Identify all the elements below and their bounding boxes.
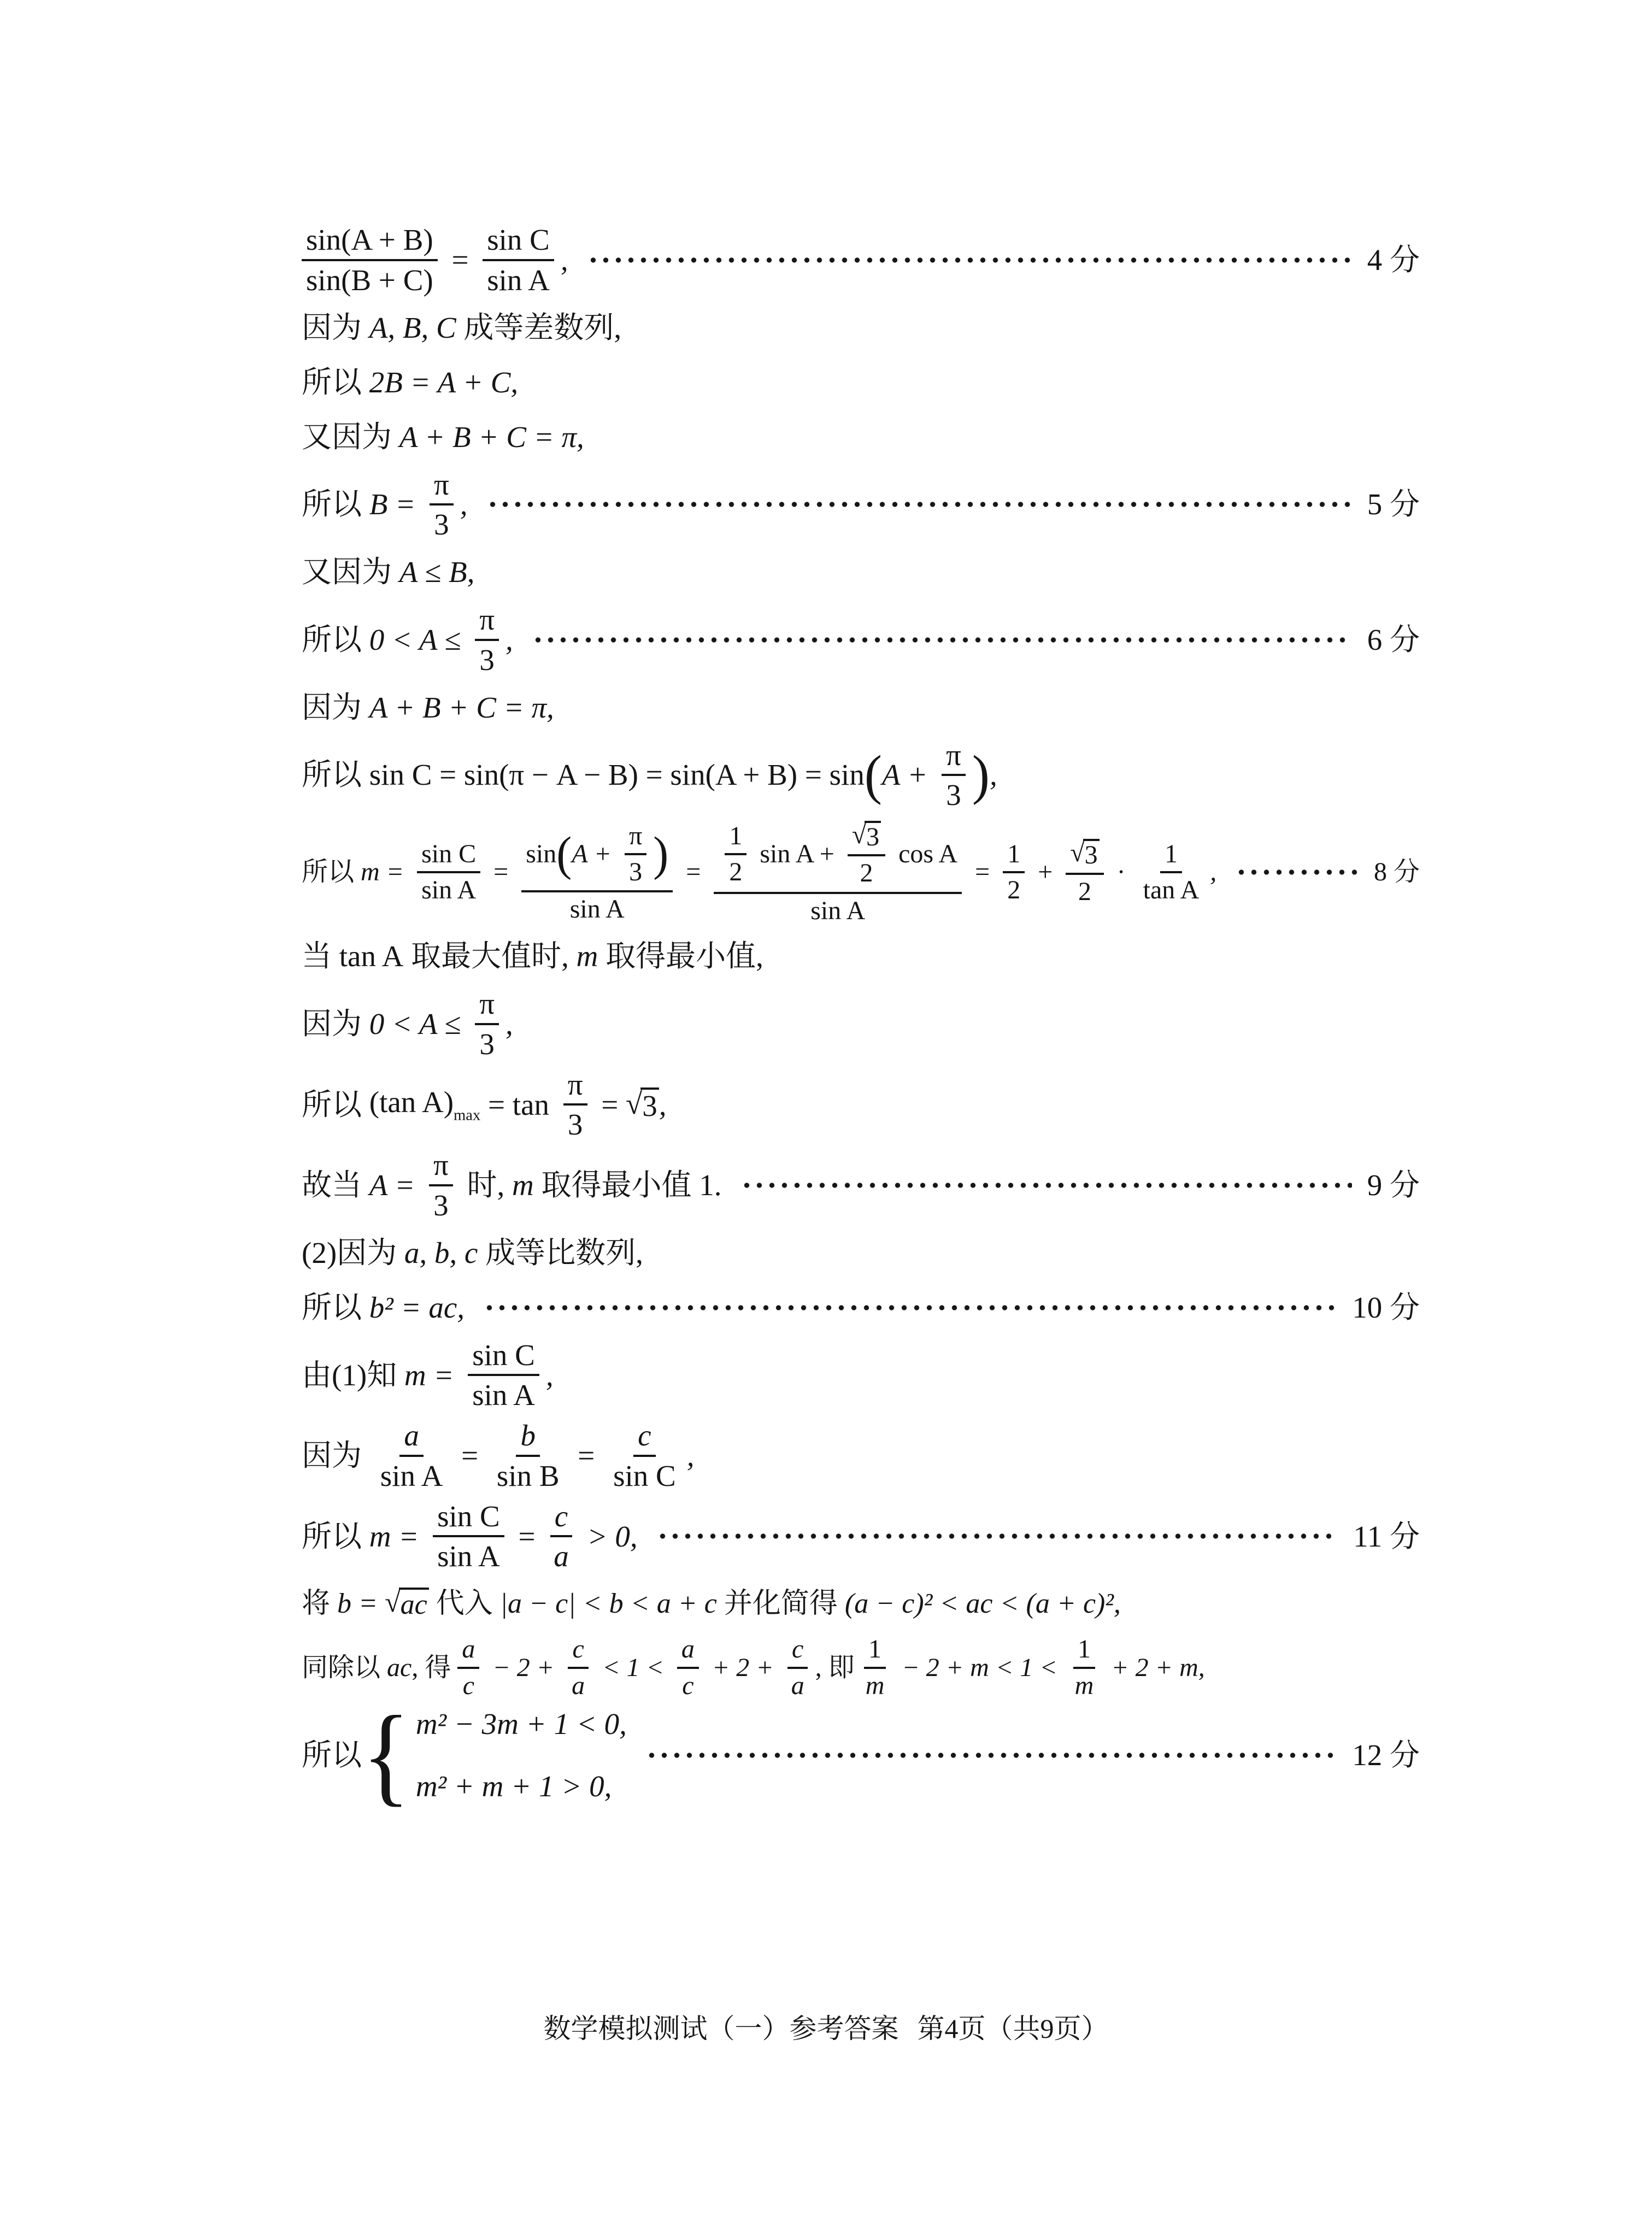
- solution-line-8: [302, 684, 1420, 732]
- fraction-numerator: c: [550, 1500, 572, 1538]
- solution-line-9: [302, 738, 1420, 813]
- inequality-system: [416, 1707, 627, 1803]
- fraction-denominator: a: [554, 1539, 569, 1573]
- math-token: (a − c)² < ac < (a + c)²,: [844, 1588, 1121, 1620]
- text-token: 成等差数列,: [456, 310, 622, 344]
- text-token: 同除以: [302, 1653, 387, 1682]
- fraction: [492, 1419, 564, 1493]
- solution-line-19: [302, 1500, 1420, 1574]
- fraction-denominator: tan A: [1143, 875, 1200, 905]
- square-root: [852, 821, 881, 851]
- score-label: 6 分: [1367, 622, 1420, 656]
- math-token: ,: [460, 487, 468, 521]
- fraction-numerator: [714, 819, 962, 894]
- solution-line-22: [302, 1693, 1420, 1817]
- math-token: (tan A): [369, 1085, 454, 1119]
- math-token: ,: [505, 622, 513, 656]
- solution-line-20: [302, 1580, 1420, 1628]
- solution-line-14: [302, 1148, 1420, 1222]
- system-row: m² − 3m + 1 < 0,: [415, 1707, 627, 1741]
- text-token: 因为: [302, 1007, 369, 1041]
- fraction-denominator: 3: [433, 1188, 449, 1222]
- fraction: [521, 820, 673, 925]
- solution-line-16: [302, 1284, 1420, 1332]
- text-token: 所以: [302, 1088, 369, 1121]
- fraction-numerator: π: [942, 738, 966, 777]
- fraction-numerator: π: [475, 603, 499, 641]
- math-token: =: [510, 1519, 543, 1553]
- text-token: 成等比数列,: [478, 1236, 643, 1269]
- right-paren: ): [972, 744, 990, 806]
- fraction-denominator: 3: [629, 857, 643, 886]
- math-token: A, B, C: [369, 310, 456, 344]
- math-token: m: [576, 939, 598, 973]
- radicand: ac: [399, 1588, 429, 1620]
- fraction-numerator: [848, 820, 885, 856]
- solution-line-1: [302, 223, 1420, 297]
- solution-line-13: [302, 1068, 1420, 1142]
- dotted-leader: [483, 1303, 1337, 1312]
- text-token: 因为: [302, 310, 369, 344]
- radicand: 3: [1083, 839, 1100, 869]
- fraction-numerator: π: [563, 1068, 587, 1106]
- fraction: [609, 1419, 680, 1493]
- dotted-leader: [486, 500, 1352, 509]
- dotted-leader: [740, 1181, 1352, 1190]
- solution-line-10: [302, 819, 1420, 926]
- fraction: [549, 1500, 573, 1574]
- math-token: − 2 + m < 1 <: [895, 1653, 1064, 1682]
- page-footer: [0, 2007, 1652, 2046]
- fraction-denominator: c: [462, 1671, 474, 1700]
- fraction: [475, 603, 499, 677]
- math-token: 0 < A ≤: [369, 622, 469, 656]
- fraction-denominator: 3: [479, 1027, 495, 1061]
- left-paren: (: [556, 827, 572, 881]
- radical-sign: √: [851, 820, 867, 849]
- math-token: b =: [337, 1588, 385, 1620]
- score-label: 10 分: [1352, 1290, 1420, 1324]
- fraction-numerator: sin C: [417, 839, 480, 873]
- text-token: 因为: [302, 1439, 369, 1473]
- solution-line-2: [302, 304, 1420, 352]
- fraction-numerator: c: [633, 1419, 655, 1457]
- math-token: a, b, c: [404, 1236, 478, 1269]
- text-token: 所以: [302, 1290, 369, 1324]
- fraction-denominator: sin(B + C): [306, 263, 433, 297]
- score-label: 9 分: [1367, 1168, 1420, 1202]
- fraction-numerator: b: [516, 1419, 540, 1457]
- text-token: (2)因为: [302, 1236, 404, 1269]
- radical-sign: √: [1070, 838, 1085, 868]
- math-token: ac: [387, 1653, 412, 1682]
- solution-line-11: [302, 932, 1420, 980]
- math-token: A + B + C = π,: [369, 690, 554, 724]
- radical-sign: √: [385, 1587, 401, 1619]
- text-token: , 即: [815, 1653, 855, 1682]
- fraction: [483, 223, 554, 297]
- solution-line-5: [302, 468, 1420, 542]
- math-token: ·: [1110, 857, 1132, 887]
- fraction: [625, 821, 646, 887]
- square-root: [626, 1088, 659, 1122]
- solution-line-18: [302, 1419, 1420, 1493]
- fraction-denominator: a: [572, 1671, 585, 1700]
- fraction-numerator: sin(A + B): [302, 223, 438, 261]
- math-token: m =: [404, 1358, 462, 1392]
- fraction: [429, 1148, 453, 1222]
- solution-line-21: [302, 1635, 1420, 1701]
- math-token: m =: [361, 857, 411, 887]
- text-token: 取得最小值,: [598, 939, 763, 973]
- math-token: B =: [369, 487, 423, 521]
- score-label: 11 分: [1353, 1519, 1420, 1553]
- math-token: ,: [560, 243, 568, 277]
- text-token: 取最大值时,: [403, 939, 577, 973]
- fraction: [468, 1338, 539, 1413]
- math-token: +: [1031, 857, 1060, 887]
- fraction: [848, 820, 885, 889]
- fraction-numerator: π: [430, 468, 454, 506]
- fraction: [714, 819, 962, 926]
- fraction-denominator: m: [1074, 1671, 1094, 1700]
- fraction-denominator: sin A: [810, 896, 866, 925]
- math-token: sin A +: [753, 839, 841, 868]
- math-token: A +: [572, 839, 619, 868]
- math-token: tan A: [339, 939, 404, 973]
- fraction-numerator: a: [399, 1419, 424, 1457]
- fraction: [677, 1635, 699, 1701]
- text-token: 又因为: [302, 555, 399, 589]
- fraction: [430, 468, 454, 542]
- fraction-numerator: a: [677, 1635, 699, 1668]
- right-paren: ): [653, 827, 669, 881]
- fraction-numerator: π: [625, 821, 646, 855]
- fraction: [457, 1635, 479, 1701]
- fraction-denominator: 2: [729, 857, 743, 886]
- text-token: 当: [302, 939, 339, 973]
- math-token: b² = ac,: [369, 1290, 465, 1324]
- text-token: 所以: [302, 487, 369, 521]
- fraction: [1071, 1635, 1098, 1701]
- fraction-denominator: sin B: [496, 1459, 560, 1492]
- solution-line-12: [302, 987, 1420, 1061]
- math-token: =: [487, 857, 515, 887]
- fraction-denominator: sin C: [613, 1459, 676, 1492]
- fraction-denominator: sin A: [472, 1378, 535, 1412]
- fraction-numerator: π: [429, 1148, 453, 1186]
- system-brace: {: [362, 1693, 410, 1817]
- math-token: cos A: [892, 839, 958, 868]
- radicand: 3: [640, 1088, 659, 1122]
- fraction-numerator: [1066, 838, 1103, 874]
- fraction: [861, 1635, 889, 1701]
- text-token: 所以: [302, 622, 369, 656]
- fraction-denominator: sin A: [380, 1459, 443, 1492]
- fraction-denominator: a: [791, 1671, 804, 1700]
- score-label: 4 分: [1367, 243, 1420, 277]
- math-token: ,: [989, 758, 997, 792]
- score-label: 12 分: [1352, 1738, 1420, 1772]
- fraction-denominator: 2: [860, 859, 873, 888]
- fraction-numerator: 1: [864, 1635, 886, 1668]
- fraction-numerator: π: [475, 987, 499, 1025]
- solution-line-7: [302, 603, 1420, 677]
- math-token: ,: [505, 1007, 513, 1041]
- fraction-numerator: c: [787, 1635, 808, 1668]
- fraction-denominator: 3: [479, 643, 495, 677]
- fraction-denominator: sin A: [421, 875, 477, 905]
- solution-line-4: [302, 413, 1420, 461]
- fraction-denominator: 3: [567, 1108, 583, 1142]
- subscripted-group: [369, 1085, 481, 1124]
- radical-sign: √: [626, 1087, 643, 1121]
- fraction-denominator: 2: [1007, 875, 1021, 905]
- text-token: 并化简得: [716, 1588, 845, 1620]
- text-token: 所以: [302, 1738, 362, 1772]
- fraction-numerator: c: [568, 1635, 588, 1668]
- math-token: A + B + C = π,: [399, 420, 584, 454]
- dotted-leader: [1235, 868, 1359, 877]
- math-token: > 0,: [579, 1519, 638, 1553]
- math-token: m: [512, 1168, 534, 1202]
- fraction: [1139, 839, 1204, 906]
- text-token: 时,: [459, 1168, 513, 1202]
- square-root: [385, 1588, 429, 1620]
- math-token: A =: [369, 1168, 422, 1202]
- fraction-denominator: 3: [434, 508, 449, 542]
- fraction-numerator: sin C: [433, 1500, 504, 1538]
- fraction-denominator: m: [865, 1671, 885, 1700]
- math-token: =: [679, 857, 708, 887]
- text-token: 所以: [302, 1519, 369, 1553]
- text-token: 由(1)知: [302, 1358, 404, 1392]
- text-token: 又因为: [302, 420, 399, 454]
- solution-line-3: [302, 358, 1420, 407]
- solution-content: [302, 223, 1420, 1817]
- math-token: = tan: [480, 1088, 557, 1121]
- math-token: sin: [526, 839, 557, 868]
- fraction-numerator: 1: [725, 821, 746, 855]
- math-token: =: [593, 1088, 626, 1121]
- score-label: 5 分: [1367, 487, 1420, 521]
- footer-page-number: 第4页（共9页）: [917, 2013, 1109, 2044]
- math-token: |a − c| < b < a + c: [499, 1588, 717, 1620]
- fraction-numerator: 1: [1073, 1635, 1095, 1668]
- fraction-numerator: 1: [1003, 839, 1025, 873]
- text-token: 所以: [302, 857, 361, 887]
- math-token: A +: [881, 758, 936, 792]
- dotted-leader: [656, 1532, 1338, 1541]
- math-token: =: [454, 1439, 486, 1473]
- fraction: [302, 223, 438, 297]
- subscript-max: max: [454, 1107, 481, 1124]
- fraction-numerator: sin C: [483, 223, 554, 261]
- fraction-numerator: 1: [1160, 839, 1182, 873]
- solution-line-15: [302, 1229, 1420, 1277]
- fraction: [942, 738, 966, 813]
- math-token: =: [968, 857, 997, 887]
- fraction: [417, 839, 480, 906]
- text-token: 所以: [302, 758, 369, 792]
- math-token: + 2 +: [705, 1653, 780, 1682]
- math-token: − 2 +: [486, 1653, 561, 1682]
- fraction-denominator: sin A: [569, 895, 625, 924]
- system-row: m² + m + 1 > 0,: [415, 1769, 612, 1803]
- fraction-numerator: a: [457, 1635, 479, 1668]
- math-token: + 2 + m,: [1104, 1653, 1205, 1682]
- dotted-leader: [532, 636, 1352, 644]
- math-token: ,: [1210, 857, 1217, 887]
- math-token: =: [570, 1439, 603, 1473]
- fraction: [567, 1635, 589, 1701]
- fraction: [433, 1500, 504, 1574]
- footer-title: 数学模拟测试（一）参考答案: [543, 2013, 899, 2044]
- fraction: [376, 1419, 448, 1493]
- fraction-denominator: sin A: [437, 1539, 500, 1573]
- fraction: [1066, 838, 1103, 907]
- math-token: < 1 <: [596, 1653, 671, 1682]
- fraction-denominator: c: [682, 1671, 694, 1700]
- text-token: 因为: [302, 690, 369, 724]
- dotted-leader: [587, 256, 1352, 264]
- math-token: A ≤ B,: [399, 555, 475, 589]
- math-token: sin C = sin(π − A − B) = sin(A + B) = sin: [369, 758, 865, 792]
- math-token: ,: [545, 1358, 554, 1392]
- score-label: 8 分: [1373, 857, 1420, 887]
- math-token: 2B = A + C,: [369, 365, 519, 399]
- math-token: =: [444, 243, 477, 277]
- left-paren: (: [864, 744, 882, 806]
- fraction-denominator: 2: [1078, 877, 1091, 906]
- fraction: [475, 987, 499, 1061]
- text-token: 故当: [302, 1168, 369, 1202]
- text-token: 所以: [302, 365, 369, 399]
- solution-line-17: [302, 1338, 1420, 1413]
- text-token: 取得最小值 1.: [533, 1168, 722, 1202]
- math-token: ,: [686, 1439, 695, 1473]
- fraction-numerator: [521, 820, 673, 893]
- fraction: [563, 1068, 587, 1142]
- radicand: 3: [865, 821, 881, 851]
- text-token: 代入: [428, 1588, 500, 1620]
- square-root: [1070, 839, 1099, 869]
- text-token: , 得: [411, 1653, 451, 1682]
- fraction-denominator: 3: [946, 778, 961, 812]
- dotted-leader: [645, 1751, 1337, 1760]
- fraction: [725, 821, 746, 887]
- math-token: ,: [659, 1088, 667, 1121]
- solution-line-6: [302, 548, 1420, 596]
- fraction-numerator: sin C: [468, 1338, 539, 1377]
- math-token: 0 < A ≤: [369, 1007, 469, 1041]
- math-token: m =: [369, 1519, 427, 1553]
- fraction: [1003, 839, 1025, 906]
- text-token: 将: [302, 1588, 338, 1620]
- fraction-denominator: sin A: [487, 263, 550, 297]
- fraction: [787, 1635, 809, 1701]
